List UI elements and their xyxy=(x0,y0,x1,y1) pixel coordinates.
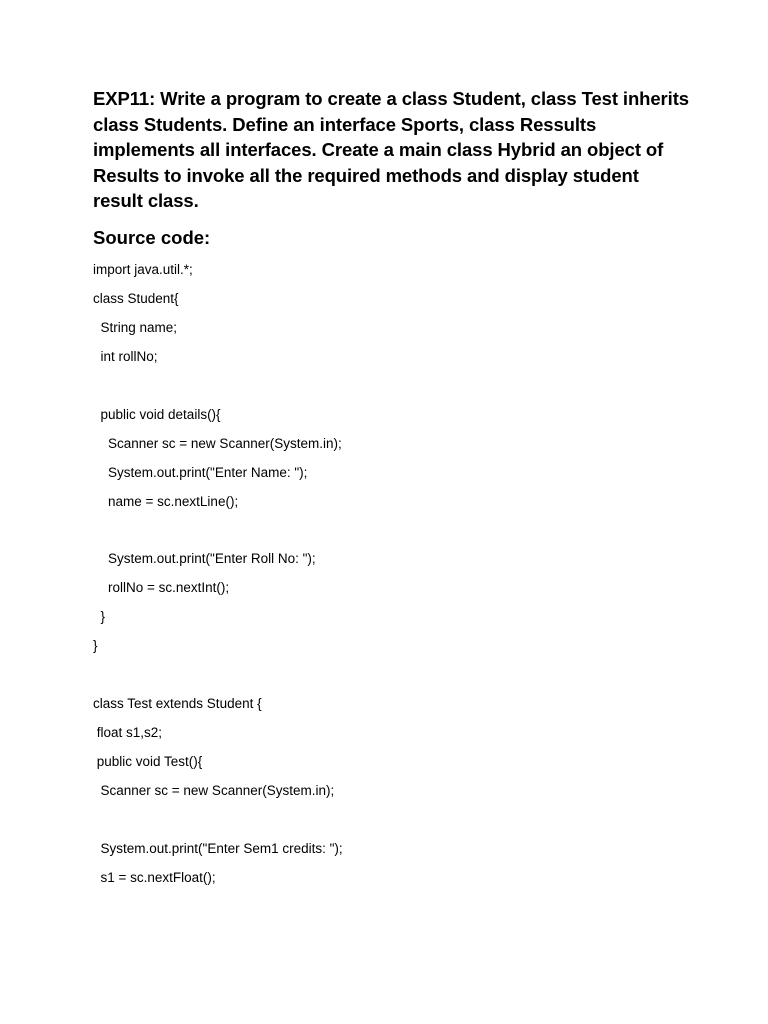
code-line-blank xyxy=(93,519,713,548)
code-line-blank xyxy=(93,809,713,838)
code-line: Scanner sc = new Scanner(System.in); xyxy=(93,782,335,798)
code-line: public void Test(){ xyxy=(93,753,203,769)
code-line: System.out.print("Enter Roll No: "); xyxy=(93,551,316,567)
experiment-heading xyxy=(93,86,693,214)
code-line: String name; xyxy=(93,319,178,335)
code-line-blank xyxy=(93,664,713,693)
code-line-blank xyxy=(93,375,713,404)
code-line: float s1,s2; xyxy=(93,725,163,740)
code-line: Scanner sc = new Scanner(System.in); xyxy=(93,435,342,451)
code-line: rollNo = sc.nextInt(); xyxy=(93,580,230,596)
code-line: name = sc.nextLine(); xyxy=(93,493,239,509)
code-line: s1 = sc.nextFloat(); xyxy=(93,869,216,885)
code-line: class Student{ xyxy=(93,290,179,306)
code-line: } xyxy=(93,638,98,654)
code-line: import java.util.*; xyxy=(93,262,193,277)
heading-line: implements all interfaces. Create a main class Hybrid an object of xyxy=(93,139,664,161)
code-line: class Test extends Student { xyxy=(93,696,262,712)
source-code-title: Source code: xyxy=(93,227,211,248)
code-line: int rollNo; xyxy=(93,348,158,364)
source-code-listing xyxy=(93,259,713,896)
code-line: } xyxy=(93,609,106,625)
code-line: System.out.print("Enter Sem1 credits: "); xyxy=(93,840,343,856)
heading-line: result class. xyxy=(93,190,199,212)
heading-line: class Students. Define an interface Sports, class Ressults xyxy=(93,113,597,135)
code-line: public void details(){ xyxy=(93,406,221,422)
heading-line: Results to invoke all the required methods and display student xyxy=(93,164,639,186)
code-line: System.out.print("Enter Name: "); xyxy=(93,464,308,480)
heading-line: EXP11: Write a program to create a class Student, class Test inherits xyxy=(93,88,689,109)
